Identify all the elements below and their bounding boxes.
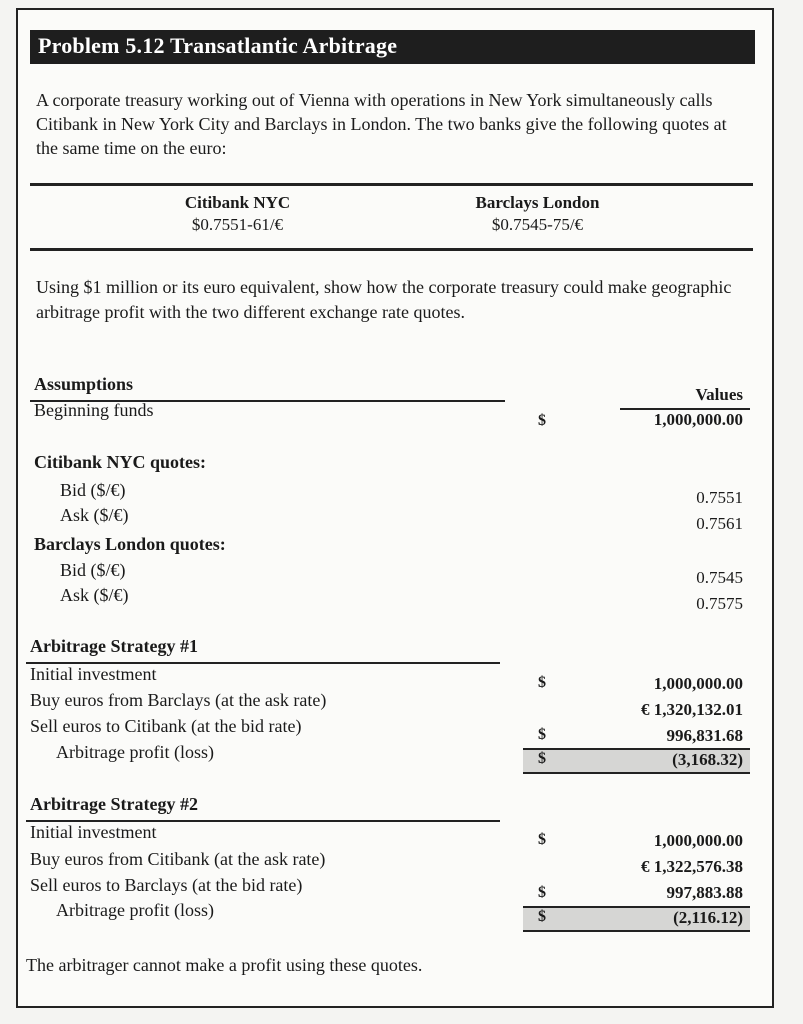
strategy1-value: 1,000,000.00	[653, 674, 743, 693]
values-header: Values	[695, 385, 743, 404]
intro-paragraph: A corporate treasury working out of Vienna with operations in New York simultaneously calls Citibank in New York City and Barclays in London. The two banks give the following quotes at the same time on the euro:	[36, 90, 727, 158]
strategy1-value: 996,831.68	[666, 726, 743, 745]
barclays-name: Barclays London	[475, 193, 600, 212]
quote-table	[30, 183, 753, 251]
beginning-funds-value: 1,000,000.00	[653, 410, 743, 429]
problem-title-bar	[30, 30, 755, 64]
strategy2-profit-label: Arbitrage profit (loss)	[56, 900, 214, 920]
strategy1-header: Arbitrage Strategy #1	[30, 636, 198, 656]
barclays-quote: $0.7545-75/€	[491, 215, 584, 234]
strategy2-header: Arbitrage Strategy #2	[30, 794, 198, 814]
barclays-bid-value: 0.7545	[696, 568, 743, 587]
strategy1-currency: $	[538, 726, 546, 743]
strategy1-currency: $	[538, 674, 546, 691]
strategy1-currency: $	[538, 750, 546, 767]
strategy1-row-label: Buy euros from Barclays (at the ask rate)	[30, 690, 327, 710]
question-paragraph: Using $1 million or its euro equivalent, show how the corporate treasury could make geographic arbitrage profit with the two different exchange rate quotes.	[36, 277, 732, 322]
strategy2-row-label: Initial investment	[30, 822, 157, 842]
strategy2-value: 997,883.88	[666, 883, 743, 902]
barclays-ask-value: 0.7575	[696, 594, 743, 613]
beginning-funds-currency: $	[538, 412, 546, 429]
strategy2-value: € 1,322,576.38	[641, 857, 743, 876]
citibank-quote: $0.7551-61/€	[191, 215, 284, 234]
strategy1-value: € 1,320,132.01	[641, 700, 743, 719]
citibank-quotes-header: Citibank NYC quotes:	[34, 452, 207, 472]
strategy1-profit-label: Arbitrage profit (loss)	[56, 742, 214, 762]
citibank-bid-label: Bid ($/€)	[60, 480, 126, 500]
barclays-bid-label: Bid ($/€)	[60, 560, 126, 580]
citibank-ask-label: Ask ($/€)	[60, 505, 129, 525]
strategy1-row-label: Sell euros to Citibank (at the bid rate)	[30, 716, 302, 736]
strategy2-currency: $	[538, 908, 546, 925]
citibank-name: Citibank NYC	[184, 193, 291, 212]
citibank-bid-value: 0.7551	[696, 488, 743, 507]
strategy2-profit-value: (2,116.12)	[673, 908, 743, 927]
strategy1-row-label: Initial investment	[30, 664, 157, 684]
strategy2-row-label: Sell euros to Barclays (at the bid rate)	[30, 875, 303, 895]
barclays-quote-column	[450, 192, 625, 236]
strategy2-row-label: Buy euros from Citibank (at the ask rate)	[30, 849, 326, 869]
strategy2-currency: $	[538, 884, 546, 901]
barclays-ask-label: Ask ($/€)	[60, 585, 129, 605]
strategy2-value: 1,000,000.00	[653, 831, 743, 850]
citibank-ask-value: 0.7561	[696, 514, 743, 533]
strategy2-currency: $	[538, 831, 546, 848]
beginning-funds-label: Beginning funds	[34, 400, 154, 420]
citibank-quote-column	[150, 192, 325, 236]
strategy1-profit-value: (3,168.32)	[672, 750, 743, 769]
assumptions-header: Assumptions	[34, 374, 134, 394]
conclusion-text: The arbitrager cannot make a profit using these quotes.	[26, 955, 423, 975]
problem-title: Problem 5.12 Transatlantic Arbitrage	[38, 33, 398, 58]
barclays-quotes-header: Barclays London quotes:	[34, 534, 226, 554]
